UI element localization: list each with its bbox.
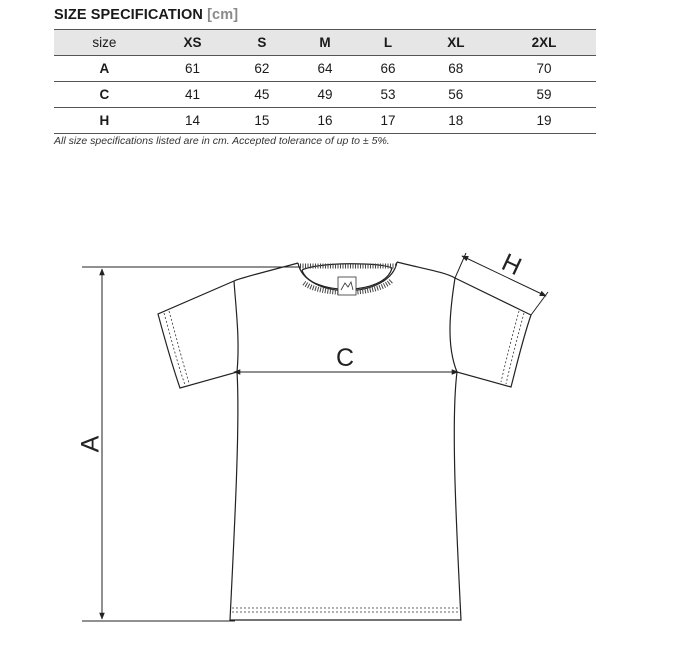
table-cell: 56	[420, 82, 492, 108]
label-a: A	[76, 435, 105, 453]
size-header-xs: XS	[155, 30, 231, 56]
table-cell: 15	[230, 108, 293, 134]
table-cell: 70	[492, 56, 596, 82]
table-cell: 49	[293, 82, 356, 108]
table-cell: 53	[357, 82, 420, 108]
title-main: SIZE SPECIFICATION	[54, 7, 203, 23]
label-h: H	[497, 248, 526, 282]
size-header-s: S	[230, 30, 293, 56]
label-c: C	[335, 344, 355, 372]
row-label: A	[54, 56, 155, 82]
title-unit: [cm]	[207, 7, 239, 23]
row-label: H	[54, 108, 155, 134]
dimension-h	[455, 253, 548, 315]
size-header-label: size	[54, 30, 155, 56]
table-cell: 41	[155, 82, 231, 108]
size-header-xl: XL	[420, 30, 492, 56]
size-header-m: M	[293, 30, 356, 56]
table-cell: 19	[492, 108, 596, 134]
size-header-l: L	[357, 30, 420, 56]
table-cell: 16	[293, 108, 356, 134]
table-cell: 62	[230, 56, 293, 82]
table-cell: 45	[230, 82, 293, 108]
table-cell: 64	[293, 56, 356, 82]
size-header-2xl: 2XL	[492, 30, 596, 56]
table-cell: 14	[155, 108, 231, 134]
table-cell: 17	[357, 108, 420, 134]
table-cell: 18	[420, 108, 492, 134]
tolerance-note: All size specifications listed are in cm. Accepted tolerance of up to ± 5%.	[54, 135, 390, 147]
table-cell: 68	[420, 56, 492, 82]
table-cell: 59	[492, 82, 596, 108]
dimension-a	[82, 267, 300, 621]
table-cell: 61	[155, 56, 231, 82]
row-label: C	[54, 82, 155, 108]
tshirt-outline	[158, 262, 531, 620]
table-cell: 66	[357, 56, 420, 82]
